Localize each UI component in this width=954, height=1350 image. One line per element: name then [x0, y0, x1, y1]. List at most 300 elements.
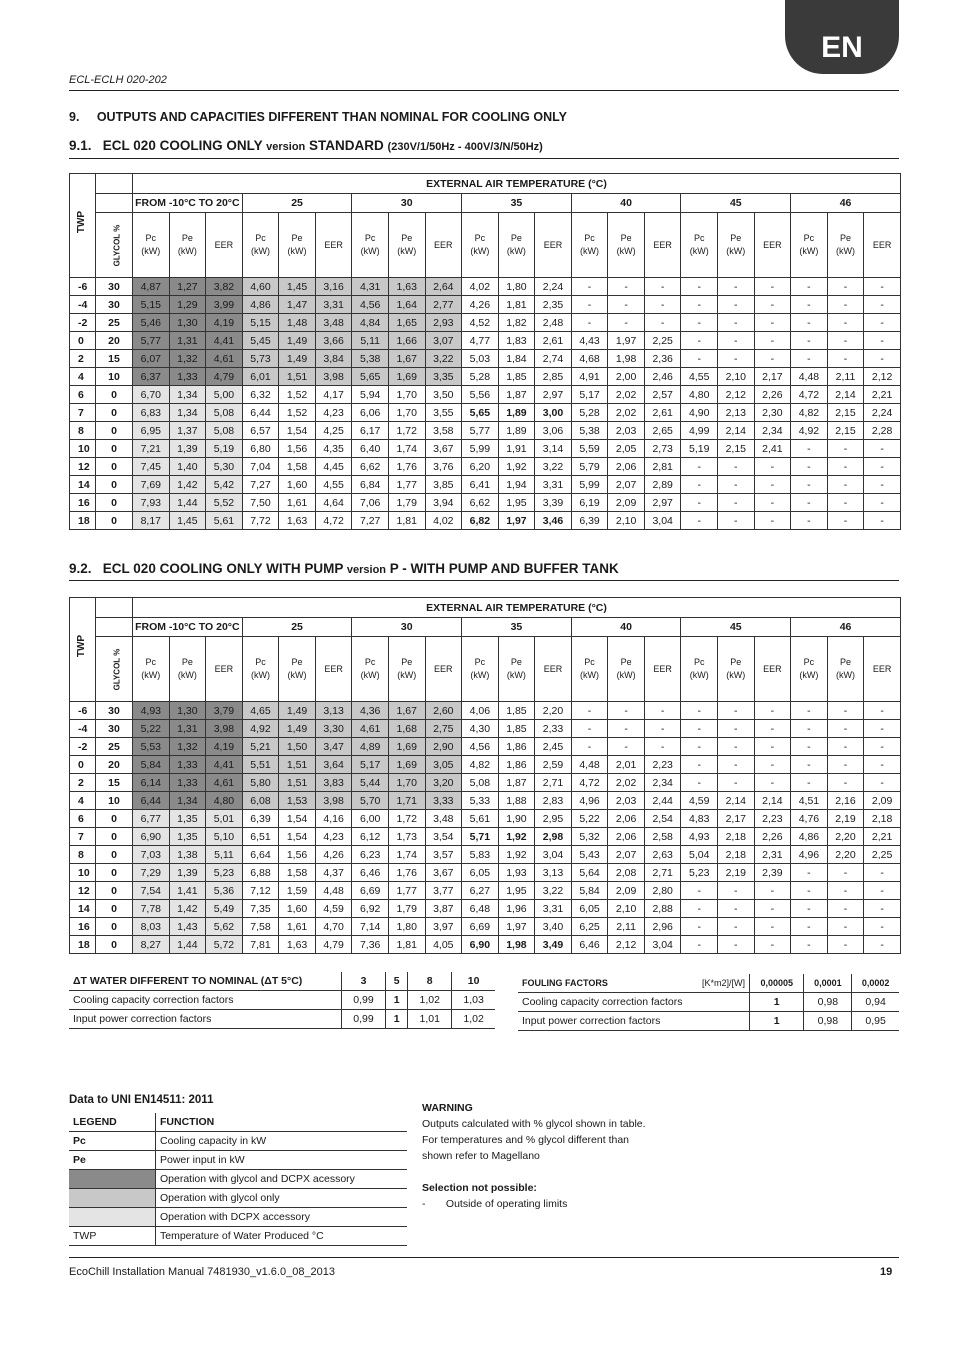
value-cell: 6,62 — [352, 458, 389, 476]
value-cell: 4,48 — [571, 756, 608, 774]
value-cell: 3,87 — [425, 900, 462, 918]
value-cell: 1,92 — [498, 846, 535, 864]
value-cell: 4,79 — [206, 368, 243, 386]
value-cell: 3,97 — [425, 918, 462, 936]
glycol-cell: 30 — [96, 702, 133, 720]
glycol-cell: 0 — [96, 882, 133, 900]
value-cell: 1,60 — [279, 900, 316, 918]
value-cell: 1,87 — [498, 774, 535, 792]
value-cell: - — [827, 350, 864, 368]
value-cell: - — [827, 864, 864, 882]
sub-header: Pc (kW) — [133, 213, 170, 278]
temp-header: 40 — [571, 618, 681, 637]
value-cell: 1,66 — [388, 332, 425, 350]
value-cell: 1,51 — [279, 756, 316, 774]
value-cell: 4,79 — [315, 936, 352, 954]
value-cell: 3,82 — [206, 278, 243, 296]
value-cell: 5,62 — [206, 918, 243, 936]
temp-header: 35 — [462, 194, 572, 213]
value-cell: 3,22 — [425, 350, 462, 368]
value-cell: 4,64 — [315, 494, 352, 512]
value-cell: 1,97 — [498, 918, 535, 936]
value-cell: 2,35 — [535, 296, 572, 314]
value-cell: - — [754, 494, 791, 512]
table-row — [70, 756, 901, 774]
value-cell: 4,35 — [315, 440, 352, 458]
sub-header: EER — [535, 637, 572, 702]
value-cell: - — [754, 756, 791, 774]
value-cell: 5,61 — [206, 512, 243, 530]
value-cell: 5,01 — [206, 810, 243, 828]
value-cell: 4,48 — [791, 368, 828, 386]
sub-header: EER — [535, 213, 572, 278]
value-cell: 1,94 — [498, 476, 535, 494]
value-cell: - — [864, 918, 901, 936]
value-cell: 5,19 — [206, 440, 243, 458]
value-cell: 1,72 — [388, 810, 425, 828]
delta-t-table: ΔT WATER DIFFERENT TO NOMINAL (ΔT 5°C) 3 5 8 10 Cooling capacity correction factors 0,99 1 1,02 1,03 Input power correction factors 0,99 1 1,01 1,02 — [69, 972, 495, 1029]
table-row: Cooling capacity correction factors 0,99 1 1,02 1,03 — [69, 991, 495, 1010]
value-cell: 2,14 — [718, 422, 755, 440]
twp-cell: 0 — [70, 332, 96, 350]
value-cell: 4,55 — [681, 368, 718, 386]
value-cell: 1,53 — [279, 792, 316, 810]
value-cell: 5,64 — [571, 864, 608, 882]
value-cell: 4,61 — [206, 350, 243, 368]
value-cell: 4,41 — [206, 332, 243, 350]
value-cell: 7,69 — [133, 476, 170, 494]
value-cell: 3,47 — [315, 738, 352, 756]
value-cell: 2,54 — [644, 810, 681, 828]
twp-cell: -2 — [70, 314, 96, 332]
sub-header: EER — [315, 637, 352, 702]
value-cell: - — [827, 458, 864, 476]
value-cell: 1,51 — [279, 774, 316, 792]
value-cell: - — [681, 332, 718, 350]
value-cell: 7,27 — [352, 512, 389, 530]
value-cell: 4,68 — [571, 350, 608, 368]
value-cell: 6,08 — [242, 792, 279, 810]
value-cell: - — [644, 314, 681, 332]
temp-header: 30 — [352, 618, 462, 637]
value-cell: 1,67 — [388, 702, 425, 720]
sub-header: Pc (kW) — [242, 213, 279, 278]
swatch-light — [69, 1208, 156, 1227]
value-cell: - — [791, 494, 828, 512]
glycol-cell: 0 — [96, 900, 133, 918]
value-cell: 3,35 — [425, 368, 462, 386]
value-cell: 7,14 — [352, 918, 389, 936]
value-cell: 3,98 — [206, 720, 243, 738]
value-cell: - — [791, 458, 828, 476]
value-cell: 2,90 — [425, 738, 462, 756]
value-cell: 2,77 — [425, 296, 462, 314]
table1-title: 9.1. ECL 020 COOLING ONLY version STANDARD (230V/1/50Hz - 400V/3/N/50Hz) — [69, 138, 543, 153]
value-cell: 2,97 — [644, 494, 681, 512]
value-cell: 4,70 — [315, 918, 352, 936]
value-cell: 7,29 — [133, 864, 170, 882]
value-cell: 4,82 — [462, 756, 499, 774]
value-cell: - — [754, 936, 791, 954]
value-cell: - — [754, 476, 791, 494]
value-cell: 2,19 — [827, 810, 864, 828]
glycol-cell: 0 — [96, 810, 133, 828]
value-cell: - — [681, 918, 718, 936]
value-cell: 5,15 — [242, 314, 279, 332]
fouling-factors-table: FOULING FACTORS [K*m2]/[W] 0,00005 0,0001 0,0002 Cooling capacity correction factors 1 0,98 0,94 Input power correction factors 1 0,98 0,95 — [518, 974, 899, 1031]
value-cell: 4,61 — [352, 720, 389, 738]
table-row — [70, 458, 901, 476]
value-cell: 5,53 — [133, 738, 170, 756]
value-cell: - — [608, 296, 645, 314]
value-cell: - — [754, 350, 791, 368]
value-cell: 1,74 — [388, 440, 425, 458]
value-cell: - — [864, 864, 901, 882]
twp-cell: 2 — [70, 350, 96, 368]
glycol-cell: 0 — [96, 936, 133, 954]
value-cell: 2,65 — [644, 422, 681, 440]
value-cell: 4,36 — [352, 702, 389, 720]
value-cell: 2,12 — [718, 386, 755, 404]
value-cell: 5,33 — [462, 792, 499, 810]
value-cell: 3,99 — [206, 296, 243, 314]
sub-header: Pe (kW) — [718, 637, 755, 702]
value-cell: 2,14 — [827, 386, 864, 404]
value-cell: 4,77 — [462, 332, 499, 350]
value-cell: 4,06 — [462, 702, 499, 720]
value-cell: 3,13 — [535, 864, 572, 882]
value-cell: 6,82 — [462, 512, 499, 530]
glycol-cell: 20 — [96, 756, 133, 774]
value-cell: - — [864, 494, 901, 512]
value-cell: 1,52 — [279, 386, 316, 404]
value-cell: 2,11 — [608, 918, 645, 936]
value-cell: 1,70 — [388, 774, 425, 792]
sub-header: EER — [754, 637, 791, 702]
value-cell: 5,46 — [133, 314, 170, 332]
value-cell: - — [827, 440, 864, 458]
value-cell: 2,85 — [535, 368, 572, 386]
value-cell: 3,98 — [315, 792, 352, 810]
table-row: Input power correction factors 1 0,98 0,95 — [518, 1012, 899, 1031]
value-cell: 6,23 — [352, 846, 389, 864]
value-cell: 2,20 — [827, 846, 864, 864]
value-cell: 4,19 — [206, 738, 243, 756]
glycol-cell: 0 — [96, 512, 133, 530]
value-cell: 1,56 — [279, 846, 316, 864]
value-cell: 4,31 — [352, 278, 389, 296]
value-cell: 1,31 — [169, 332, 206, 350]
value-cell: - — [827, 314, 864, 332]
value-cell: - — [718, 720, 755, 738]
sub-header: Pc (kW) — [352, 637, 389, 702]
value-cell: 6,83 — [133, 404, 170, 422]
value-cell: 2,39 — [754, 864, 791, 882]
value-cell: - — [864, 756, 901, 774]
table-row — [70, 846, 901, 864]
value-cell: - — [791, 774, 828, 792]
value-cell: 6,90 — [133, 828, 170, 846]
value-cell: - — [571, 702, 608, 720]
value-cell: - — [827, 296, 864, 314]
value-cell: 1,63 — [279, 512, 316, 530]
value-cell: 1,80 — [498, 278, 535, 296]
value-cell: - — [827, 476, 864, 494]
twp-cell: 8 — [70, 846, 96, 864]
value-cell: 1,61 — [279, 918, 316, 936]
value-cell: - — [791, 882, 828, 900]
value-cell: 3,64 — [315, 756, 352, 774]
value-cell: 6,37 — [133, 368, 170, 386]
value-cell: - — [864, 738, 901, 756]
twp-cell: 10 — [70, 440, 96, 458]
value-cell: - — [791, 702, 828, 720]
value-cell: 1,34 — [169, 404, 206, 422]
value-cell: - — [827, 918, 864, 936]
twp-cell: 14 — [70, 476, 96, 494]
value-cell: 1,85 — [498, 368, 535, 386]
value-cell: 1,86 — [498, 738, 535, 756]
twp-cell: 0 — [70, 756, 96, 774]
glycol-cell: 0 — [96, 494, 133, 512]
value-cell: 1,61 — [279, 494, 316, 512]
value-cell: 4,52 — [462, 314, 499, 332]
value-cell: 4,96 — [791, 846, 828, 864]
value-cell: 3,31 — [535, 900, 572, 918]
value-cell: 2,06 — [608, 810, 645, 828]
table-row — [70, 476, 901, 494]
value-cell: - — [681, 512, 718, 530]
glycol-cell: 0 — [96, 476, 133, 494]
sub-header: Pe (kW) — [827, 213, 864, 278]
glycol-cell: 10 — [96, 792, 133, 810]
value-cell: 2,10 — [608, 512, 645, 530]
value-cell: 2,80 — [644, 882, 681, 900]
twp-cell: 6 — [70, 386, 96, 404]
value-cell: - — [718, 476, 755, 494]
value-cell: 4,72 — [315, 512, 352, 530]
value-cell: 1,84 — [498, 350, 535, 368]
value-cell: 1,76 — [388, 864, 425, 882]
value-cell: - — [718, 702, 755, 720]
value-cell: 5,45 — [242, 332, 279, 350]
value-cell: - — [681, 756, 718, 774]
value-cell: 1,83 — [498, 332, 535, 350]
value-cell: - — [718, 936, 755, 954]
value-cell: - — [681, 738, 718, 756]
value-cell: 1,95 — [498, 882, 535, 900]
value-cell: 2,20 — [535, 702, 572, 720]
value-cell: 2,12 — [864, 368, 901, 386]
value-cell: 5,19 — [681, 440, 718, 458]
value-cell: 3,31 — [535, 476, 572, 494]
sub-header: Pc (kW) — [571, 637, 608, 702]
value-cell: 1,97 — [608, 332, 645, 350]
temp-header: FROM -10°C TO 20°C — [133, 618, 243, 637]
value-cell: 4,93 — [681, 828, 718, 846]
sub-header: Pc (kW) — [681, 213, 718, 278]
value-cell: - — [754, 702, 791, 720]
twp-cell: 10 — [70, 864, 96, 882]
value-cell: 8,17 — [133, 512, 170, 530]
value-cell: 6,00 — [352, 810, 389, 828]
value-cell: 2,88 — [644, 900, 681, 918]
value-cell: 6,46 — [352, 864, 389, 882]
value-cell: 6,64 — [242, 846, 279, 864]
value-cell: - — [608, 702, 645, 720]
value-cell: 4,26 — [315, 846, 352, 864]
value-cell: 5,99 — [462, 440, 499, 458]
value-cell: - — [827, 512, 864, 530]
value-cell: - — [791, 918, 828, 936]
value-cell: 1,69 — [388, 738, 425, 756]
value-cell: 1,93 — [498, 864, 535, 882]
twp-cell: 12 — [70, 458, 96, 476]
value-cell: 3,04 — [535, 846, 572, 864]
value-cell: 5,65 — [352, 368, 389, 386]
value-cell: - — [718, 332, 755, 350]
value-cell: 2,30 — [754, 404, 791, 422]
value-cell: 5,44 — [352, 774, 389, 792]
temp-header: 30 — [352, 194, 462, 213]
value-cell: 2,09 — [608, 494, 645, 512]
value-cell: 5,15 — [133, 296, 170, 314]
temp-header: 35 — [462, 618, 572, 637]
value-cell: 1,63 — [279, 936, 316, 954]
table-row — [70, 792, 901, 810]
language-tab: EN — [785, 0, 899, 74]
sub-header: EER — [644, 637, 681, 702]
glycol-header: GLYCOL % — [96, 637, 133, 702]
glycol-cell: 15 — [96, 774, 133, 792]
value-cell: - — [827, 332, 864, 350]
value-cell: 1,54 — [279, 810, 316, 828]
value-cell: 1,86 — [498, 756, 535, 774]
value-cell: - — [608, 720, 645, 738]
value-cell: 2,25 — [864, 846, 901, 864]
value-cell: - — [681, 494, 718, 512]
value-cell: 4,86 — [791, 828, 828, 846]
value-cell: 1,33 — [169, 368, 206, 386]
value-cell: 4,60 — [242, 278, 279, 296]
value-cell: 1,77 — [388, 882, 425, 900]
value-cell: 2,61 — [535, 332, 572, 350]
value-cell: 4,61 — [206, 774, 243, 792]
value-cell: - — [754, 458, 791, 476]
twp-cell: 16 — [70, 918, 96, 936]
value-cell: 7,03 — [133, 846, 170, 864]
glycol-cell: 30 — [96, 296, 133, 314]
value-cell: 1,81 — [388, 936, 425, 954]
value-cell: 7,72 — [242, 512, 279, 530]
value-cell: 2,93 — [425, 314, 462, 332]
glycol-cell: 0 — [96, 440, 133, 458]
value-cell: 1,68 — [388, 720, 425, 738]
value-cell: 2,89 — [644, 476, 681, 494]
value-cell: 5,28 — [571, 404, 608, 422]
value-cell: 4,86 — [242, 296, 279, 314]
value-cell: 2,09 — [608, 882, 645, 900]
value-cell: 5,17 — [571, 386, 608, 404]
value-cell: - — [681, 458, 718, 476]
value-cell: 3,66 — [315, 332, 352, 350]
value-cell: 6,17 — [352, 422, 389, 440]
value-cell: 2,14 — [754, 792, 791, 810]
table-row — [70, 440, 901, 458]
value-cell: 2,96 — [644, 918, 681, 936]
value-cell: 1,49 — [279, 720, 316, 738]
temp-header: 46 — [791, 194, 901, 213]
value-cell: 3,46 — [535, 512, 572, 530]
sub-header: Pc (kW) — [681, 637, 718, 702]
table-row — [70, 404, 901, 422]
footer-rule — [69, 1257, 899, 1258]
value-cell: 2,26 — [754, 828, 791, 846]
glycol-cell: 0 — [96, 918, 133, 936]
value-cell: 2,14 — [718, 792, 755, 810]
value-cell: 1,44 — [169, 494, 206, 512]
sub-header: EER — [315, 213, 352, 278]
value-cell: - — [718, 350, 755, 368]
value-cell: 1,38 — [169, 846, 206, 864]
sub-header: Pe (kW) — [169, 637, 206, 702]
value-cell: - — [681, 296, 718, 314]
value-cell: 5,77 — [462, 422, 499, 440]
value-cell: 1,35 — [169, 828, 206, 846]
value-cell: - — [791, 332, 828, 350]
glycol-cell: 30 — [96, 278, 133, 296]
sub-header: EER — [206, 637, 243, 702]
value-cell: 3,48 — [425, 810, 462, 828]
value-cell: - — [718, 900, 755, 918]
value-cell: - — [754, 900, 791, 918]
value-cell: 3,98 — [315, 368, 352, 386]
glycol-cell: 10 — [96, 368, 133, 386]
value-cell: 1,89 — [498, 404, 535, 422]
value-cell: 2,95 — [535, 810, 572, 828]
value-cell: - — [681, 278, 718, 296]
value-cell: 1,32 — [169, 738, 206, 756]
value-cell: 7,06 — [352, 494, 389, 512]
value-cell: 2,41 — [754, 440, 791, 458]
value-cell: 5,77 — [133, 332, 170, 350]
value-cell: 2,02 — [608, 386, 645, 404]
sub-header: Pc (kW) — [462, 213, 499, 278]
value-cell: - — [718, 296, 755, 314]
value-cell: 6,46 — [571, 936, 608, 954]
value-cell: 6,70 — [133, 386, 170, 404]
value-cell: 2,24 — [535, 278, 572, 296]
value-cell: 1,97 — [498, 512, 535, 530]
value-cell: - — [571, 296, 608, 314]
value-cell: 7,93 — [133, 494, 170, 512]
value-cell: 5,94 — [352, 386, 389, 404]
value-cell: 1,32 — [169, 350, 206, 368]
sub-header: Pe (kW) — [169, 213, 206, 278]
value-cell: 4,92 — [791, 422, 828, 440]
swatch-dark — [69, 1170, 156, 1189]
twp-cell: 14 — [70, 900, 96, 918]
value-cell: 6,07 — [133, 350, 170, 368]
value-cell: 1,54 — [279, 828, 316, 846]
value-cell: 2,12 — [608, 936, 645, 954]
table-row: Input power correction factors 0,99 1 1,01 1,02 — [69, 1010, 495, 1029]
value-cell: 1,39 — [169, 864, 206, 882]
value-cell: 1,98 — [608, 350, 645, 368]
value-cell: 5,42 — [206, 476, 243, 494]
table-row — [70, 882, 901, 900]
value-cell: 5,17 — [352, 756, 389, 774]
